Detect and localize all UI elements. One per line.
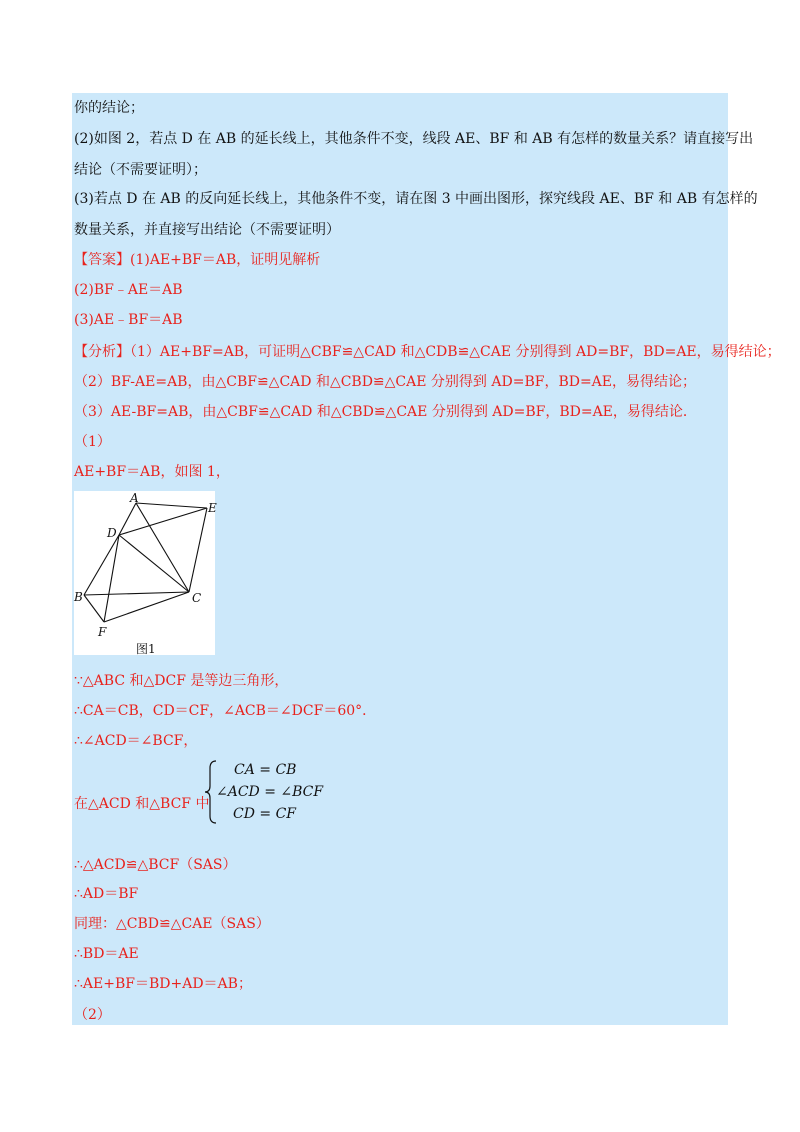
step-6: 同理：△CBD≌△CAE（SAS） — [74, 916, 270, 932]
label-b: B — [74, 590, 83, 604]
label-d: D — [107, 526, 117, 540]
question-2-cont: 结论（不需要证明）； — [74, 162, 207, 178]
analysis-line — [74, 342, 781, 362]
segment-ec — [189, 508, 207, 592]
answer-1: (1)AE+BF＝AB，证明见解析 — [130, 252, 321, 268]
question-2: (2)如图 2，若点 D 在 AB 的延长线上，其他条件不变，线段 AE、BF 和 AB 有怎样的数量关系？请直接写出 — [74, 131, 754, 147]
step-1: ∵△ABC 和△DCF 是等边三角形， — [74, 673, 289, 689]
system-row-1: CA = CB — [234, 762, 297, 778]
step-4: ∴△ACD≌△BCF（SAS） — [74, 857, 237, 873]
system-row-2: ∠ACD = ∠BCF — [216, 784, 324, 800]
segment-ae — [136, 503, 207, 508]
figure-caption: 图1 — [136, 642, 156, 656]
segment-bf — [84, 595, 104, 622]
answer-line — [74, 250, 320, 270]
step-3: ∴∠ACD＝∠BCF， — [74, 733, 198, 749]
analysis-tag: 【分析】 — [74, 344, 130, 360]
part-1-label: （1） — [74, 434, 111, 450]
analysis-2: （2）BF-AE=AB，由△CBF≌△CAD 和△CBD≌△CAE 分别得到 AD=BF，BD=AE，易得结论； — [74, 374, 697, 390]
segment-de — [119, 508, 207, 535]
segment-dc — [119, 535, 189, 592]
step-8: ∴AE+BF＝BD+AD＝AB； — [74, 976, 252, 992]
segment-fc — [104, 592, 189, 622]
step-7: ∴BD＝AE — [74, 946, 139, 962]
part-2-label: （2） — [74, 1007, 111, 1023]
analysis-3: （3）AE-BF=AB，由△CBF≌△CAD 和△CBD≌△CAE 分别得到 AD=BF，BD=AE，易得结论． — [74, 404, 697, 420]
analysis-1: （1）AE+BF=AB，可证明△CBF≌△CAD 和△CDB≌△CAE 分别得到 AD=BF，BD=AE，易得结论； — [130, 344, 781, 360]
figure-1 — [74, 491, 215, 655]
system-row-3: CD = CF — [233, 806, 296, 822]
answer-tag: 【答案】 — [74, 252, 130, 268]
question-3: (3)若点 D 在 AB 的反向延长线上，其他条件不变，请在图 3 中画出图形，探究线段 AE、BF 和 AB 有怎样的 — [74, 191, 758, 207]
step-5: ∴AD＝BF — [74, 886, 139, 902]
label-e: E — [208, 501, 217, 515]
answer-3: (3)AE﹣BF＝AB — [74, 312, 183, 328]
step-2: ∴CA＝CB，CD＝CF，∠ACB＝∠DCF＝60°． — [74, 703, 377, 719]
label-c: C — [192, 591, 202, 605]
figure-intro: AE+BF＝AB，如图 1， — [74, 464, 230, 480]
label-f: F — [98, 625, 107, 639]
text-line: 你的结论； — [74, 100, 144, 116]
answer-2: (2)BF﹣AE＝AB — [74, 282, 183, 298]
system-label: 在△ACD 和△BCF 中 — [74, 796, 210, 812]
segment-bc — [84, 592, 189, 595]
label-a: A — [130, 491, 139, 505]
question-3-cont: 数量关系，并直接写出结论（不需要证明） — [74, 222, 340, 238]
